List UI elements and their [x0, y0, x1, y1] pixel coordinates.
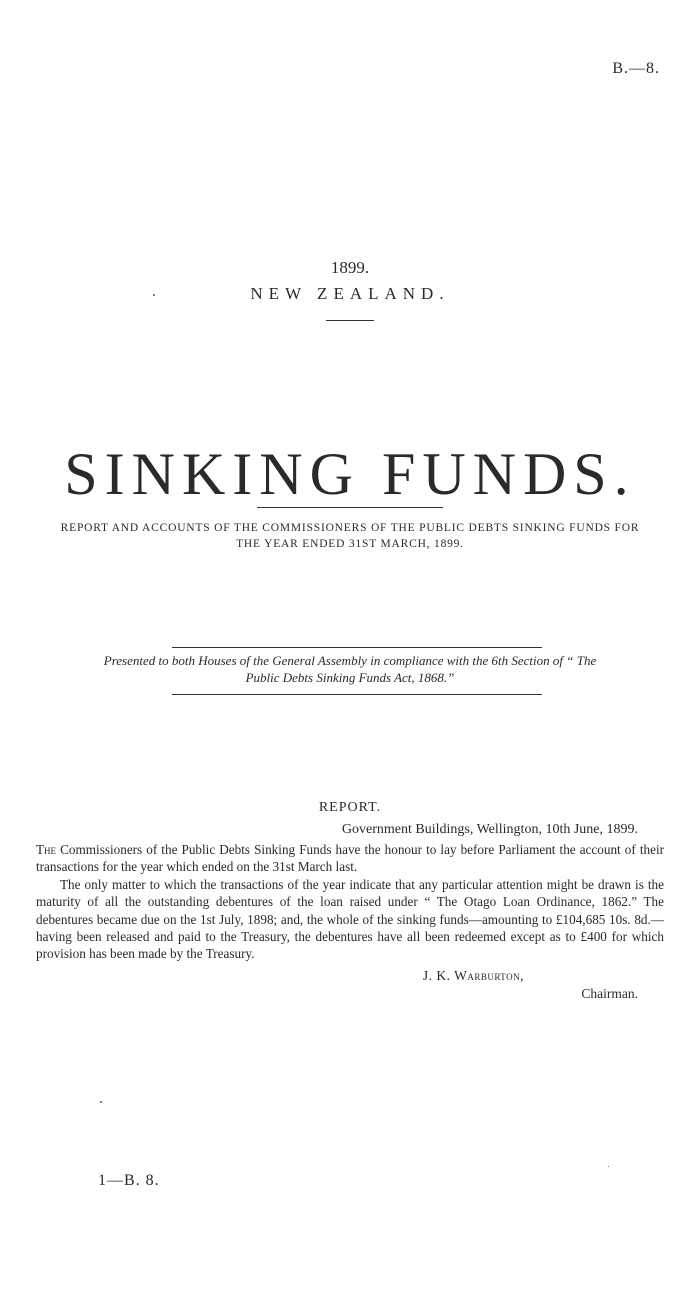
footer-page-code: 1—B. 8. [98, 1172, 160, 1189]
signature-title: Chairman. [581, 986, 638, 1001]
report-dateline: Government Buildings, Wellington, 10th June, 1899. [341, 822, 638, 837]
country-heading: NEW ZEALAND. [250, 284, 450, 303]
divider-presented-top [172, 647, 542, 648]
print-speck [100, 1101, 102, 1103]
publication-year: 1899. [330, 258, 370, 277]
subtitle-line-1: REPORT AND ACCOUNTS OF THE COMMISSIONERS OF THE PUBLIC DEBTS SINKING FUNDS FOR [60, 522, 640, 534]
document-title: SINKING FUNDS. [64, 441, 636, 507]
divider-short [326, 320, 374, 321]
report-paragraph-1 [36, 841, 664, 876]
paragraph-1-text: Commissioners of the Public Debts Sinking Funds have the honour to lay before Parliament the account of their transactions for the year which ended on the 31st March last. [36, 842, 664, 875]
document-subtitle [36, 520, 664, 552]
subtitle-line-2: THE YEAR ENDED 31ST MARCH, 1899. [236, 538, 464, 550]
divider-title [257, 507, 443, 508]
signature-name: J. K. Warburton, [422, 968, 524, 983]
report-paragraph-2: The only matter to which the transactions of the year indicate that any particular attention might be drawn is the maturity of all the outstanding debentures of the loan raised under “ The Otago Loan Ordinance, 1862.” The debentures became due on the 1st July, 1898; and, the whole of the sinking funds—amounting to £104,685 10s. 8d.—having been released and paid to the Treasury, the debentures have all been redeemed except as to £400 for which provision has been made by the Treasury. [36, 876, 664, 962]
print-speck [153, 294, 155, 296]
report-body [36, 841, 664, 963]
paragraph-lead-word: The [36, 842, 57, 857]
print-speck [608, 1166, 609, 1167]
presented-line-2: Public Debts Sinking Funds Act, 1868.” [245, 670, 455, 685]
report-heading: REPORT. [318, 800, 382, 815]
divider-presented-bottom [172, 694, 542, 695]
presented-note [36, 652, 664, 686]
presented-line-1: Presented to both Houses of the General Assembly in compliance with the 6th Section of “ The [103, 653, 597, 668]
page-code: B.—8. [612, 60, 660, 77]
